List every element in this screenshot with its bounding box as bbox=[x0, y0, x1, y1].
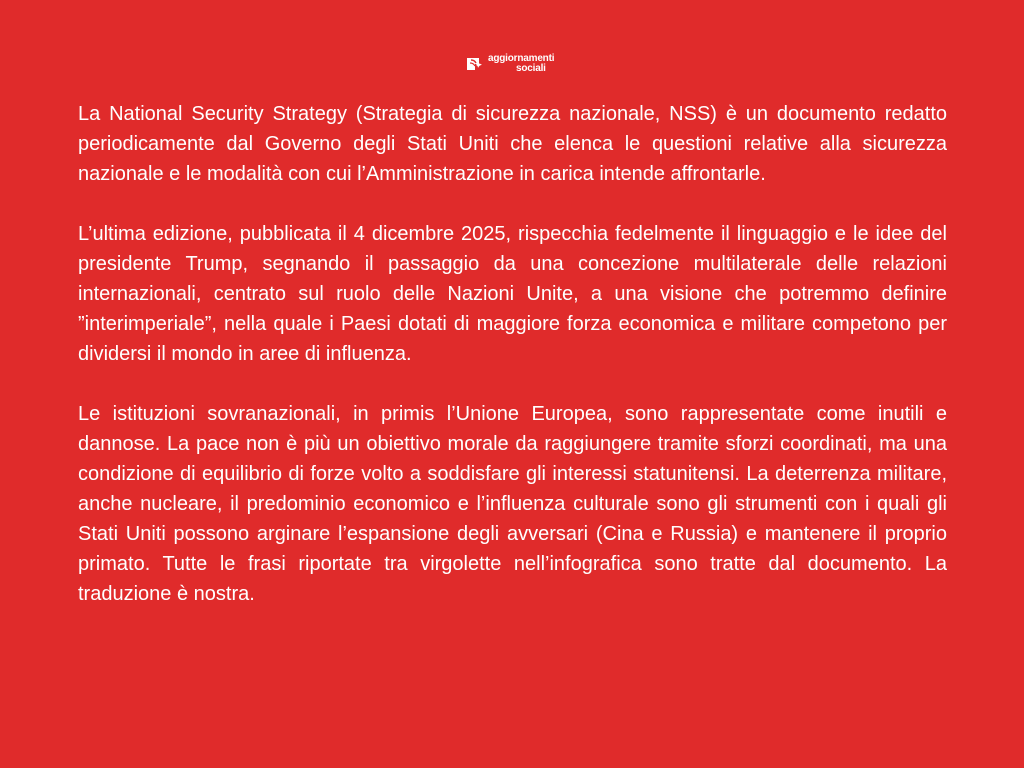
logo-wordmark bbox=[488, 54, 554, 74]
paragraph-1: La National Security Strategy (Strategia di sicurezza nazionale, NSS) è un documento redatto periodicamente dal Governo degli Stati Uniti che elenca le questioni relative alla sicurezza nazionale e le modalità con cui l’Amministrazione in carica intende affrontarle. bbox=[78, 103, 947, 185]
logo-line-1: aggiornamenti bbox=[488, 53, 555, 64]
logo-line-2: sociali bbox=[516, 63, 546, 74]
paragraph-2: L’ultima edizione, pubblicata il 4 dicembre 2025, rispecchia fedelmente il linguaggio e le idee del presidente Trump, segnando il passaggio da una concezione multilaterale delle relazioni internazionali, centrato sul ruolo delle Nazioni Unite, a una visione che potremmo definire ”interimperiale”, nella quale i Paesi dotati di maggiore forza economica e militare competono per dividersi il mondo in aree di influenza. bbox=[78, 223, 947, 365]
publisher-logo bbox=[466, 54, 554, 74]
paragraph-3: Le istituzioni sovranazionali, in primis l’Unione Europea, sono rappresentate come inutili e dannose. La pace non è più un obiettivo morale da raggiungere tramite sforzi coordinati, ma una condizione di equilibrio di forze volto a soddisfare gli interessi statunitensi. La deterrenza militare, anche nucleare, il predominio economico e l’influenza culturale sono gli strumenti con i quali gli Stati Uniti possono arginare l’espansione degli avversari (Cina e Russia) e mantenere il proprio primato. Tutte le frasi riportate tra virgolette nell’infografica sono tratte dal documento. La traduzione è nostra. bbox=[78, 403, 947, 605]
aggiornamenti-sociali-logo-icon bbox=[466, 56, 484, 72]
body-text bbox=[78, 99, 947, 639]
